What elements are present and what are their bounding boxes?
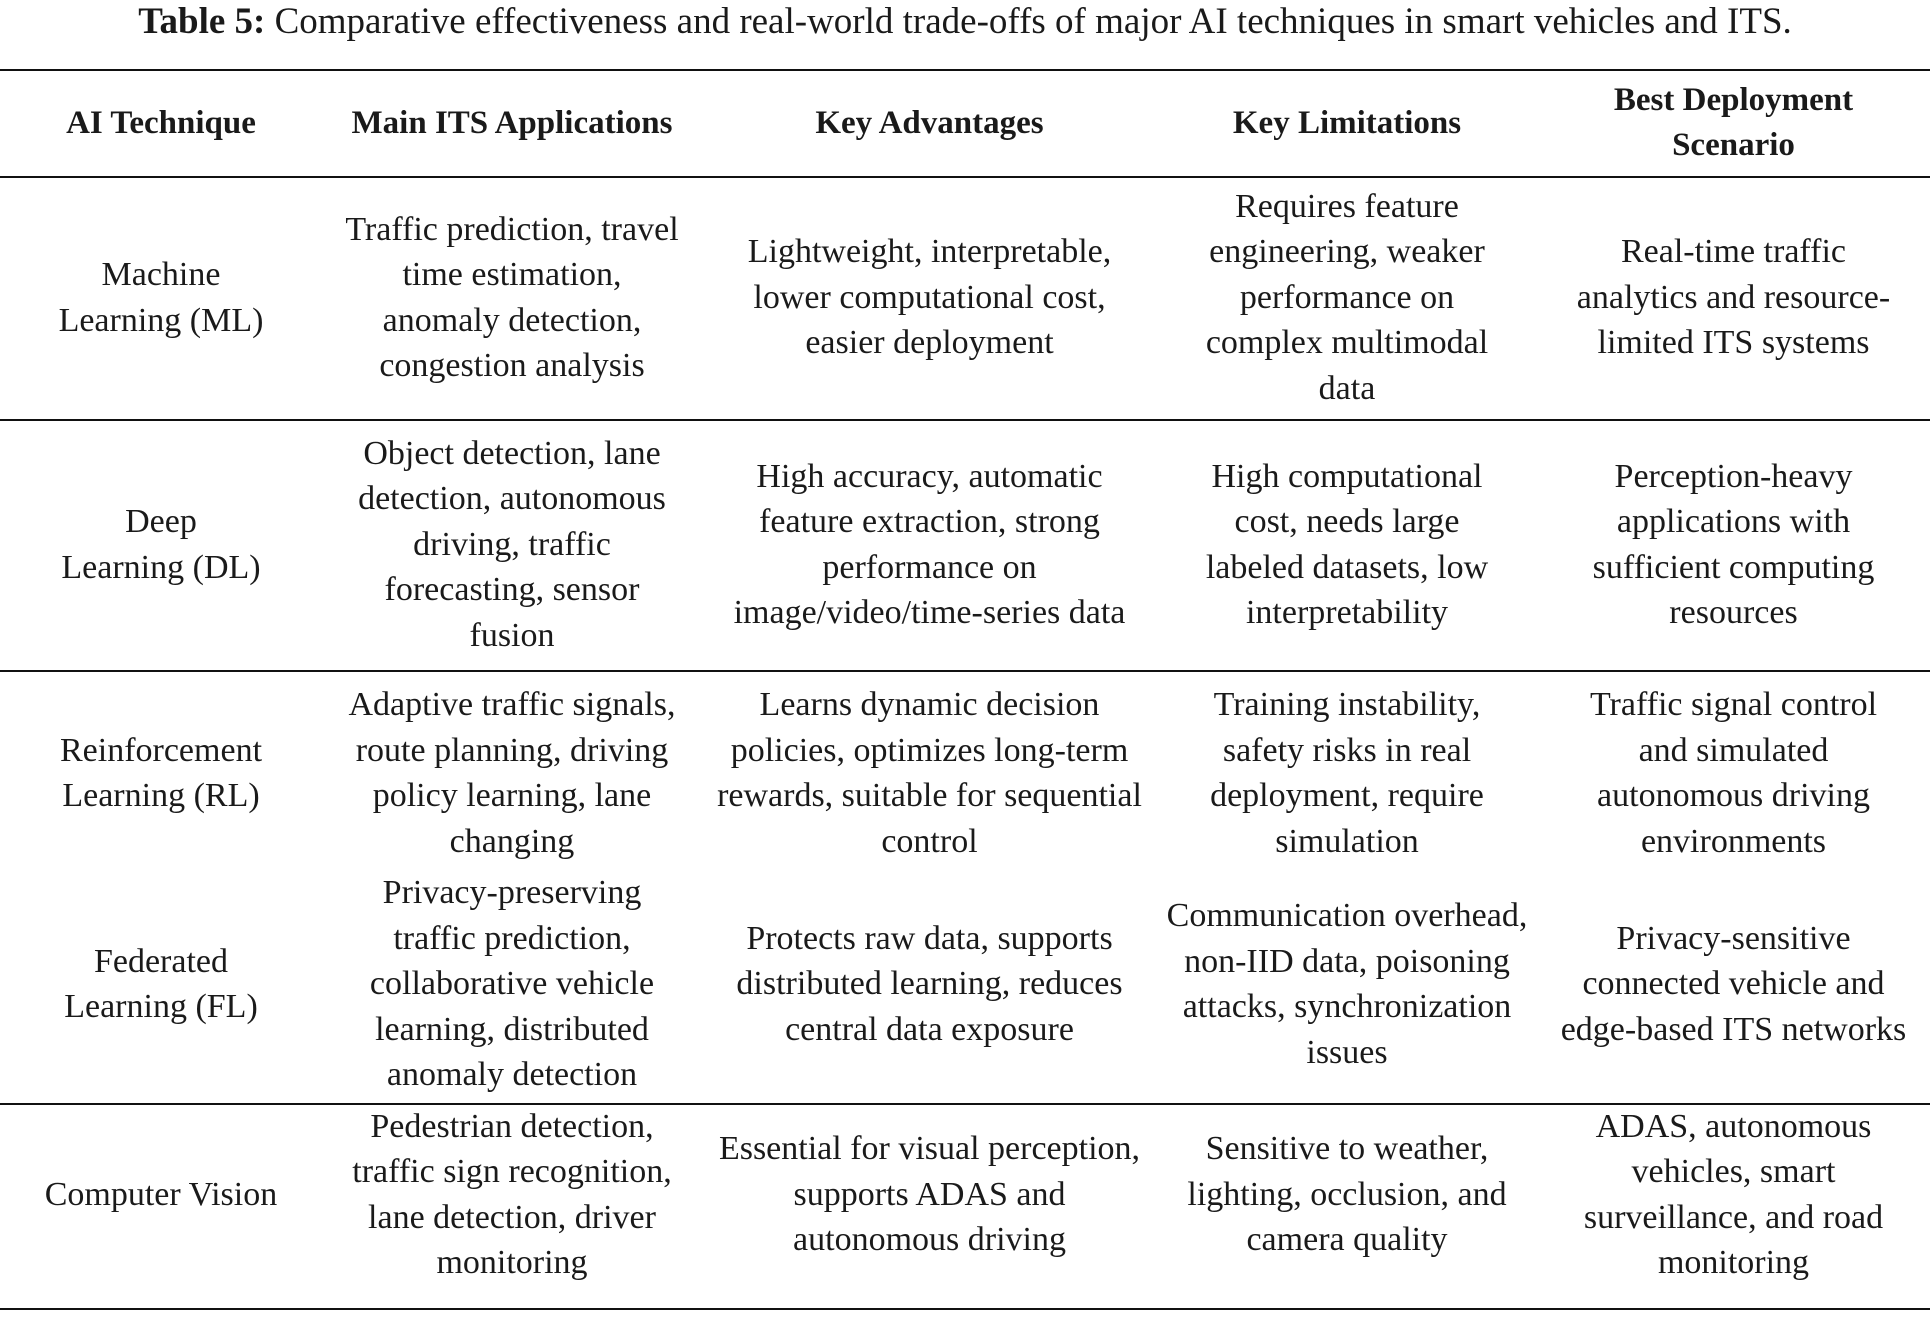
applications-cell: Pedestrian detection, traffic sign recognition, lane detection, driver monitoring — [352, 1107, 672, 1281]
scenario-cell: Privacy-sensitive connected vehicle and edge-based ITS networks — [1560, 919, 1907, 1048]
applications-cell: Object detection, lane detection, autonomous driving, traffic forecasting, sensor fusion — [358, 434, 666, 654]
technique-cell: Federated Learning (FL) — [64, 942, 258, 1025]
header-main-its-applications: Main ITS Applications — [351, 104, 673, 141]
advantages-cell: High accuracy, automatic feature extraction, strong performance on image/video/time-series data — [733, 457, 1126, 631]
table-caption — [0, 0, 1930, 52]
header-ai-technique: AI Technique — [66, 104, 256, 141]
scenario-cell: Traffic signal control and simulated autonomous driving environments — [1589, 686, 1878, 860]
table-caption-text: Comparative effectiveness and real-world trade-offs of major AI techniques in smart vehicles and ITS. — [274, 1, 1792, 42]
header-key-advantages: Key Advantages — [815, 104, 1044, 141]
advantages-cell: Lightweight, interpretable, lower computational cost, easier deployment — [747, 233, 1112, 362]
advantages-cell: Learns dynamic decision policies, optimizes long-term rewards, suitable for sequential control — [717, 686, 1142, 860]
limitations-cell: Training instability, safety risks in real deployment, require simulation — [1210, 686, 1484, 860]
comparison-table — [0, 70, 1930, 1315]
applications-cell: Traffic prediction, travel time estimation, anomaly detection, congestion analysis — [345, 210, 679, 384]
limitations-cell: Communication overhead, non-IID data, poisoning attacks, synchronization issues — [1166, 897, 1528, 1071]
technique-cell: Computer Vision — [44, 1175, 278, 1213]
header-best-deployment-scenario: Best Deployment Scenario — [1613, 82, 1854, 163]
scenario-cell: ADAS, autonomous vehicles, smart surveillance, and road monitoring — [1583, 1107, 1884, 1281]
limitations-cell: Requires feature engineering, weaker performance on complex multimodal data — [1205, 187, 1489, 407]
technique-cell: Machine Learning (ML) — [58, 256, 264, 339]
table-caption-label: Table 5: — [138, 1, 266, 42]
technique-cell: Deep Learning (DL) — [61, 503, 261, 586]
technique-cell: Reinforcement Learning (RL) — [59, 731, 263, 814]
limitations-cell: High computational cost, needs large labeled datasets, low interpretability — [1205, 457, 1489, 631]
applications-cell: Privacy-preserving traffic prediction, collaborative vehicle learning, distributed anomaly detection — [369, 874, 655, 1094]
advantages-cell: Essential for visual perception, supports ADAS and autonomous driving — [718, 1130, 1141, 1259]
advantages-cell: Protects raw data, supports distributed learning, reduces central data exposure — [736, 919, 1123, 1048]
applications-cell: Adaptive traffic signals, route planning, driving policy learning, lane changing — [348, 686, 676, 860]
header-key-limitations: Key Limitations — [1232, 104, 1462, 141]
limitations-cell: Sensitive to weather, lighting, occlusion, and camera quality — [1187, 1130, 1507, 1259]
scenario-cell: Real-time traffic analytics and resource-limited ITS systems — [1576, 233, 1891, 362]
scenario-cell: Perception-heavy applications with sufficient computing resources — [1592, 457, 1875, 631]
